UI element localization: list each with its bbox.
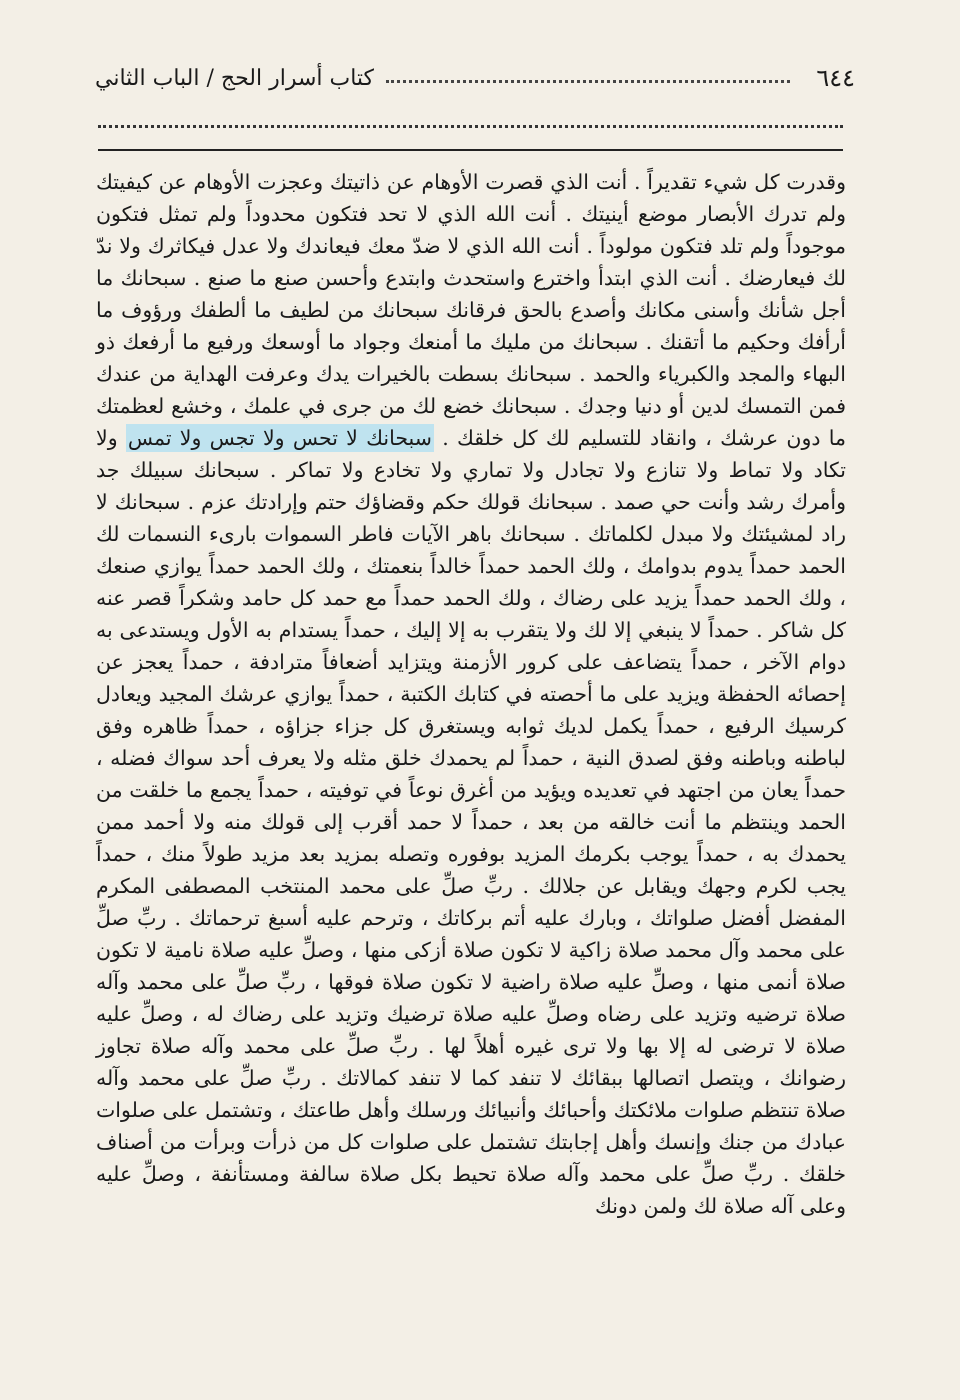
running-title: كتاب أسرار الحج / الباب الثاني bbox=[95, 65, 375, 91]
body-text bbox=[96, 166, 846, 1222]
header-solid-rule bbox=[98, 149, 843, 151]
body-text-before-highlight: وقدرت كل شيء تقديراً . أنت الذي قصرت الأوهام عن ذاتيتك وعجزت الأوهام عن كيفيتك ولم تدرك الأبصار موضع أينيتك . أنت الله الذي لا تحد فتكون محدوداً ولم تمثل فتكون موجوداً ولم تلد فتكون مولوداً . أنت الله الذي لا ضدّ معك فيعاندك ولا عدل فيكاثرك ولا ندّ لك فيعارضك . أنت الذي ابتدأ واخترع واستحدث وابتدع وأحسن صنع ما صنع . سبحانك ما أجل شأنك وأسنى مكانك وأصدع بالحق فرقانك سبحانك من لطيف ما ألطفك ورؤوف ما أرأفك وحكيم ما أتقنك . سبحانك من مليك ما أمنعك وجواد ما أوسعك ورفيع ما أرفعك ذو البهاء والمجد والكبرياء والحمد . سبحانك بسطت بالخيرات يدك وعرفت الهداية من عندك فمن التمسك لدين أو دنيا وجدك . سبحانك خضع لك من جرى في علمك ، وخشع لعظمتك ما دون عرشك ، وانقاد للتسليم لك كل خلقك . bbox=[96, 170, 846, 450]
header-dotted-rule bbox=[98, 125, 843, 128]
header-dot-leader bbox=[386, 80, 790, 83]
page-header bbox=[95, 58, 855, 98]
page-number: ٦٤٤ bbox=[816, 64, 855, 92]
highlighted-text[interactable]: سبحانك لا تحس ولا تجس ولا تمس bbox=[127, 426, 432, 450]
body-paragraph bbox=[96, 166, 846, 1222]
body-text-after-highlight: ولا تكاد ولا تماط ولا تنازع ولا تجادل ولا تماري ولا تخادع ولا تماكر . سبحانك سبيلك جد وأمرك رشد وأنت حي صمد . سبحانك قولك حكم وقضاؤك حتم وإرادتك عزم . سبحانك لا راد لمشيئتك ولا مبدل لكلماتك . سبحانك باهر الآيات فاطر السموات بارىء النسمات لك الحمد حمداً يدوم بدوامك ، ولك الحمد حمداً خالداً بنعمتك ، ولك الحمد حمداً يوازي صنعك ، ولك الحمد حمداً يزيد على رضاك ، ولك الحمد حمداً مع حمد كل حامد وشكراً قصر عنه كل شاكر . حمداً لا ينبغي إلا لك ولا يتقرب به إلا إليك ، حمداً يستدام به الأول ويستدعى به دوام الآخر ، حمداً يتضاعف على كرور الأزمنة ويتزايد أضعافاً مترادفة ، حمداً يعجز عن إحصائه الحفظة ويزيد على ما أحصته في كتابك الكتبة ، حمداً يوازي عرشك المجيد ويعادل كرسيك الرفيع ، حمداً يكمل لديك ثوابه ويستغرق كل جزاء جزاؤه ، حمداً ظاهره وفق لباطنه وباطنه وفق لصدق النية ، حمداً لم يحمدك خلق مثله ولا يعرف أحد سواك فضله ، حمداً يعان من اجتهد في تعديده ويؤيد من أغرق نوعاً في توفيته ، حمداً يجمع ما خلقت من الحمد وينتظم ما أنت خالقه من بعد ، حمداً لا حمد أقرب إلى قولك منه ولا أحمد ممن يحمدك به ، حمداً يوجب بكرمك المزيد بوفوره وتصله بمزيد بعد مزيد طولاً منك ، حمداً يجب لكرم وجهك ويقابل عن جلالك . ربِّ صلِّ على محمد المنتخب المصطفى المكرم المفضل أفضل صلواتك ، وبارك عليه أتم بركاتك ، وترحم عليه أسبغ ترحماتك . ربِّ صلِّ على محمد وآل محمد صلاة زاكية لا تكون صلاة أزكى منها ، وصلِّ عليه صلاة نامية لا تكون صلاة أنمى منها ، وصلِّ عليه صلاة راضية لا تكون صلاة فوقها ، ربِّ صلِّ على محمد وآله صلاة ترضيه وتزيد على رضاه وصلِّ عليه صلاة ترضيك وتزيد على رضاك له ، وصلِّ عليه صلاة لا ترضى له إلا بها ولا ترى غيره أهلاً لها . ربِّ صلِّ على محمد وآله صلاة تجاوز رضوانك ، ويتصل اتصالها ببقائك لا تنفد كما لا تنفد كمالاتك . ربِّ صلِّ على محمد وآله صلاة تنتظم صلوات ملائكتك وأحبائك وأنبيائك ورسلك وأهل طاعتك ، وتشتمل على صلوات عبادك من جنك وإنسك وأهل إجابتك تشتمل على صلوات كل من ذرأت وبرأت من أصناف خلقك . ربِّ صلِّ على محمد وآله صلاة تحيط بكل صلاة سالفة ومستأنفة ، وصلِّ عليه وعلى آله صلاة لك ولمن دونك bbox=[96, 426, 846, 1218]
